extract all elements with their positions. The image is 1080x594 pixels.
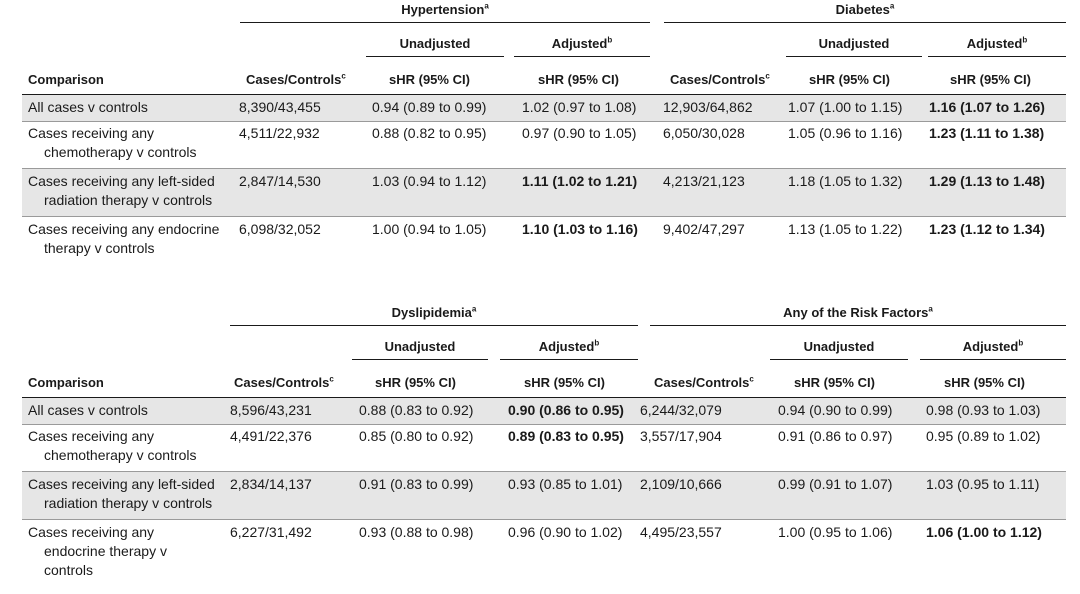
column-header-shr: sHR (95% CI) [389, 72, 470, 87]
cases-controls-cell: 8,596/43,231 [230, 402, 312, 418]
table-row [22, 121, 1066, 169]
shr-unadjusted-cell: 1.00 (0.95 to 1.06) [778, 524, 893, 540]
column-header-comparison: Comparison [28, 375, 104, 390]
column-header-shr: sHR (95% CI) [944, 375, 1025, 390]
shr-adjusted-cell: 1.06 (1.00 to 1.12) [926, 524, 1042, 540]
shr-adjusted-cell: 0.90 (0.86 to 0.95) [508, 402, 624, 418]
group-header-hypertension: Hypertension$^a$ [240, 0, 650, 23]
shr-unadjusted-cell: 0.88 (0.83 to 0.92) [359, 402, 474, 418]
column-header-shr: sHR (95% CI) [950, 72, 1031, 87]
column-header-shr: sHR (95% CI) [524, 375, 605, 390]
column-header-cases-controls: Cases/Controls$^c$ [246, 71, 346, 87]
comparison-cell: All cases v controls [28, 99, 148, 115]
column-header-cases-controls: Cases/Controls$^c$ [654, 374, 754, 390]
group-header-any-risk-factors: Any of the Risk Factors$^a$ [650, 303, 1066, 326]
shr-adjusted-cell: 0.89 (0.83 to 0.95) [508, 428, 624, 444]
group-header-diabetes: Diabetes$^a$ [664, 0, 1066, 23]
subheader-unadjusted: Unadjusted [366, 32, 504, 57]
table-row [22, 424, 1066, 472]
shr-adjusted-cell: 1.02 (0.97 to 1.08) [522, 99, 637, 115]
cases-controls-cell: 12,903/64,862 [663, 99, 753, 115]
shr-unadjusted-cell: 0.91 (0.86 to 0.97) [778, 428, 893, 444]
column-header-shr: sHR (95% CI) [794, 375, 875, 390]
shr-unadjusted-cell: 1.13 (1.05 to 1.22) [788, 221, 903, 237]
subheader-unadjusted: Unadjusted [770, 335, 908, 360]
subheader-adjusted: Adjusted$^b$ [514, 32, 650, 57]
shr-unadjusted-cell: 1.00 (0.94 to 1.05) [372, 221, 487, 237]
cases-controls-cell: 9,402/47,297 [663, 221, 745, 237]
cases-controls-cell: 4,213/21,123 [663, 173, 745, 189]
cases-controls-cell: 2,109/10,666 [640, 476, 722, 492]
shr-unadjusted-cell: 0.91 (0.83 to 0.99) [359, 476, 474, 492]
subheader-adjusted: Adjusted$^b$ [928, 32, 1066, 57]
comparison-cell: Cases receiving any chemotherapy v controls [28, 428, 197, 463]
cases-controls-cell: 6,244/32,079 [640, 402, 722, 418]
comparison-cell: Cases receiving any left-sided radiation therapy v controls [28, 476, 215, 511]
shr-adjusted-cell: 0.98 (0.93 to 1.03) [926, 402, 1041, 418]
shr-unadjusted-cell: 1.18 (1.05 to 1.32) [788, 173, 903, 189]
column-header-cases-controls: Cases/Controls$^c$ [670, 71, 770, 87]
shr-unadjusted-cell: 0.88 (0.82 to 0.95) [372, 125, 487, 141]
group-header-dyslipidemia: Dyslipidemia$^a$ [230, 303, 638, 326]
cases-controls-cell: 6,050/30,028 [663, 125, 745, 141]
cases-controls-cell: 4,511/22,932 [239, 125, 320, 141]
table-row [22, 169, 1066, 217]
subheader-unadjusted: Unadjusted [786, 32, 922, 57]
subheader-adjusted: Adjusted$^b$ [920, 335, 1066, 360]
cases-controls-cell: 3,557/17,904 [640, 428, 722, 444]
shr-unadjusted-cell: 0.94 (0.89 to 0.99) [372, 99, 487, 115]
shr-unadjusted-cell: 1.07 (1.00 to 1.15) [788, 99, 903, 115]
subheader-unadjusted: Unadjusted [352, 335, 488, 360]
column-header-shr: sHR (95% CI) [809, 72, 890, 87]
shr-adjusted-cell: 1.16 (1.07 to 1.26) [929, 99, 1045, 115]
shr-adjusted-cell: 0.96 (0.90 to 1.02) [508, 524, 623, 540]
column-header-comparison: Comparison [28, 72, 104, 87]
shr-unadjusted-cell: 0.94 (0.90 to 0.99) [778, 402, 893, 418]
shr-unadjusted-cell: 0.85 (0.80 to 0.92) [359, 428, 474, 444]
shr-unadjusted-cell: 1.03 (0.94 to 1.12) [372, 173, 487, 189]
table-row [22, 472, 1066, 520]
shr-adjusted-cell: 0.95 (0.89 to 1.02) [926, 428, 1041, 444]
table-row [22, 520, 1066, 590]
cases-controls-cell: 6,098/32,052 [239, 221, 321, 237]
comparison-cell: Cases receiving any left-sided radiation therapy v controls [28, 173, 215, 208]
comparison-cell: Cases receiving any endocrine therapy v controls [28, 524, 167, 578]
cases-controls-cell: 4,491/22,376 [230, 428, 312, 444]
cases-controls-cell: 6,227/31,492 [230, 524, 312, 540]
cases-controls-cell: 2,834/14,137 [230, 476, 312, 492]
shr-adjusted-cell: 1.10 (1.03 to 1.16) [522, 221, 638, 237]
subheader-adjusted: Adjusted$^b$ [500, 335, 638, 360]
shr-adjusted-cell: 0.93 (0.85 to 1.01) [508, 476, 623, 492]
table-row [22, 217, 1066, 265]
cases-controls-cell: 4,495/23,557 [640, 524, 722, 540]
table-row [22, 94, 1066, 122]
shr-adjusted-cell: 1.11 (1.02 to 1.21) [522, 173, 638, 189]
column-header-cases-controls: Cases/Controls$^c$ [234, 374, 334, 390]
cases-controls-cell: 2,847/14,530 [239, 173, 321, 189]
shr-adjusted-cell: 1.23 (1.12 to 1.34) [929, 221, 1045, 237]
table-row [22, 397, 1066, 425]
column-header-shr: sHR (95% CI) [538, 72, 619, 87]
column-header-shr: sHR (95% CI) [375, 375, 456, 390]
shr-adjusted-cell: 1.03 (0.95 to 1.11) [926, 476, 1040, 492]
shr-unadjusted-cell: 0.93 (0.88 to 0.98) [359, 524, 474, 540]
comparison-cell: Cases receiving any endocrine therapy v controls [28, 221, 220, 256]
comparison-cell: Cases receiving any chemotherapy v controls [28, 125, 197, 160]
shr-adjusted-cell: 0.97 (0.90 to 1.05) [522, 125, 637, 141]
cases-controls-cell: 8,390/43,455 [239, 99, 321, 115]
shr-unadjusted-cell: 0.99 (0.91 to 1.07) [778, 476, 893, 492]
shr-unadjusted-cell: 1.05 (0.96 to 1.16) [788, 125, 903, 141]
shr-adjusted-cell: 1.29 (1.13 to 1.48) [929, 173, 1045, 189]
comparison-cell: All cases v controls [28, 402, 148, 418]
shr-adjusted-cell: 1.23 (1.11 to 1.38) [929, 125, 1045, 141]
